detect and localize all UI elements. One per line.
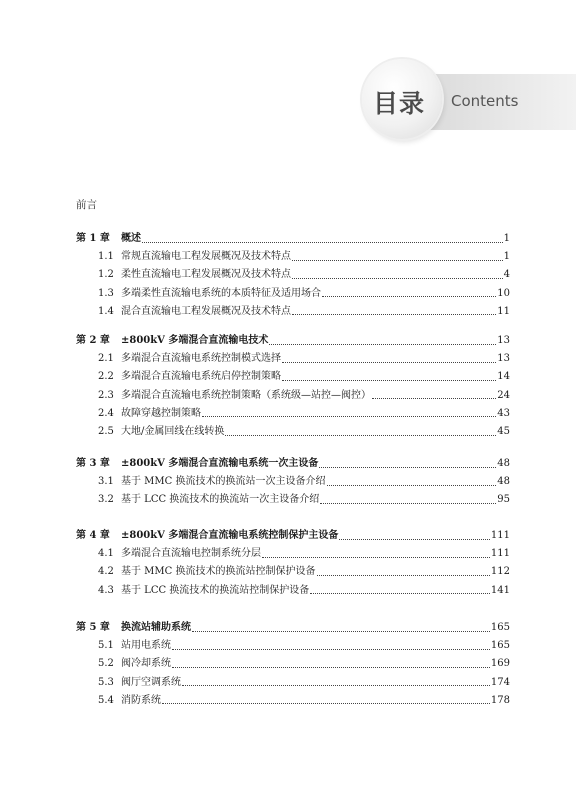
- toc-number: 2.1: [98, 353, 114, 365]
- toc-number: 第 5 章: [76, 622, 110, 633]
- toc-leader-dots: [262, 557, 490, 558]
- toc-page-number: 48: [497, 476, 510, 488]
- toc-leader-dots: [317, 575, 490, 576]
- toc-leader-dots: [322, 296, 496, 297]
- toc-title: 混合直流输电工程发展概况及技术特点: [121, 305, 291, 317]
- toc-number: 1.2: [98, 269, 114, 281]
- toc-title: 换流站辅助系统: [121, 622, 191, 633]
- toc-section-1-2[interactable]: [0, 266, 576, 284]
- toc-section-4-3[interactable]: [0, 582, 576, 600]
- toc-title: ±800kV 多端混合直流输电技术: [121, 335, 269, 346]
- toc-leader-dots: [142, 242, 503, 243]
- toc-chapter-2[interactable]: [0, 332, 576, 350]
- toc-page-number: 13: [497, 335, 510, 346]
- toc-page-number: 112: [490, 566, 510, 578]
- toc-title: 概述: [121, 233, 141, 244]
- toc-leader-dots: [327, 485, 497, 486]
- page-title-en: Contents: [451, 92, 519, 110]
- toc-section-2-2[interactable]: [0, 368, 576, 386]
- toc-number: 2.5: [98, 426, 114, 437]
- toc-number: 5.2: [98, 658, 114, 670]
- toc-number: 3.1: [98, 476, 114, 488]
- toc-entry: [121, 387, 510, 405]
- toc-page-number: 45: [497, 426, 510, 437]
- toc-leader-dots: [292, 314, 496, 315]
- toc-title: 基于 LCC 换流技术的换流站一次主设备介绍: [121, 494, 320, 506]
- toc-page-number: 4: [503, 269, 510, 281]
- toc-page-number: 48: [497, 458, 510, 469]
- toc-number: 4.2: [98, 566, 114, 578]
- toc-page-number: 111: [490, 548, 510, 560]
- toc-title: 基于 MMC 换流技术的换流站一次主设备介绍: [121, 476, 326, 488]
- toc-entry: [121, 527, 510, 545]
- toc-section-4-2[interactable]: [0, 563, 576, 581]
- toc-section-5-3[interactable]: [0, 674, 576, 692]
- toc-leader-dots: [292, 278, 503, 279]
- toc-page-number: 165: [490, 622, 510, 633]
- toc-number: 1.4: [98, 305, 114, 317]
- toc-title: ±800kV 多端混合直流输电系统控制保护主设备: [121, 530, 339, 541]
- toc-number: 第 2 章: [76, 335, 110, 346]
- toc-page-number: 174: [490, 676, 510, 688]
- toc-title: 基于 MMC 换流技术的换流站控制保护设备: [121, 566, 316, 578]
- toc-entry: [121, 423, 510, 441]
- toc-section-1-4[interactable]: [0, 303, 576, 321]
- toc-section-2-4[interactable]: [0, 405, 576, 423]
- toc-title: 大地/金属回线在线转换: [121, 426, 225, 437]
- toc-chapter-5[interactable]: [0, 619, 576, 637]
- toc-title: ±800kV 多端混合直流输电系统一次主设备: [121, 458, 319, 469]
- toc-entry: [121, 674, 510, 692]
- toc-entry: [121, 350, 510, 368]
- toc-page-number: 1: [503, 233, 510, 244]
- toc-number: 2.2: [98, 371, 114, 383]
- toc-chapter-3[interactable]: [0, 455, 576, 473]
- toc-leader-dots: [282, 362, 496, 363]
- toc-title: 故障穿越控制策略: [121, 407, 201, 419]
- toc-section-1-1[interactable]: [0, 248, 576, 266]
- toc-title: 阀厅空调系统: [121, 676, 181, 688]
- toc-number: 第 3 章: [76, 458, 110, 469]
- toc-number: 4.1: [98, 548, 114, 560]
- toc-entry: [121, 303, 510, 321]
- toc-preface[interactable]: 前言: [76, 199, 97, 211]
- toc-section-2-5[interactable]: [0, 423, 576, 441]
- toc-section-5-2[interactable]: [0, 655, 576, 673]
- toc-title: 站用电系统: [121, 640, 171, 652]
- toc-number: 第 1 章: [76, 233, 110, 244]
- toc-title: 多端柔性直流输电系统的本质特征及适用场合: [121, 287, 321, 299]
- toc-number: 5.1: [98, 640, 114, 652]
- toc-entry: [121, 491, 510, 509]
- toc-page-number: 169: [490, 658, 510, 670]
- toc-section-1-3[interactable]: [0, 285, 576, 303]
- toc-leader-dots: [192, 631, 490, 632]
- toc-leader-dots: [282, 380, 496, 381]
- toc-leader-dots: [269, 344, 496, 345]
- toc-page-number: 13: [497, 353, 510, 365]
- toc-entry: [121, 473, 510, 491]
- toc-number: 2.4: [98, 407, 114, 419]
- toc-leader-dots: [320, 503, 496, 504]
- toc-title: 消防系统: [121, 694, 161, 706]
- toc-title: 多端混合直流输电系统控制模式选择: [121, 353, 281, 365]
- toc-entry: [121, 405, 510, 423]
- toc-entry: [121, 285, 510, 303]
- toc-entry: [121, 619, 510, 637]
- toc-page-number: 95: [497, 494, 510, 506]
- toc-entry: [121, 545, 510, 563]
- toc-entry: [121, 563, 510, 581]
- toc-section-4-1[interactable]: [0, 545, 576, 563]
- toc-page-number: 141: [490, 584, 510, 596]
- toc-entry: [121, 455, 510, 473]
- toc-leader-dots: [319, 467, 496, 468]
- toc-page-number: 165: [490, 640, 510, 652]
- toc-leader-dots: [202, 416, 496, 417]
- toc-title: 常规直流输电工程发展概况及技术特点: [121, 251, 291, 263]
- toc-page-number: 10: [497, 287, 510, 299]
- toc-page-number: 111: [490, 530, 510, 541]
- toc-leader-dots: [310, 593, 490, 594]
- toc-leader-dots: [225, 435, 496, 436]
- toc-title: 多端混合直流输电系统启停控制策略: [121, 371, 281, 383]
- toc-section-3-1[interactable]: [0, 473, 576, 491]
- toc-entry: [121, 248, 510, 266]
- toc-leader-dots: [182, 685, 490, 686]
- toc-title: 阀冷却系统: [121, 658, 171, 670]
- toc-section-5-1[interactable]: [0, 637, 576, 655]
- toc-number: 2.3: [98, 389, 114, 401]
- toc-number: 第 4 章: [76, 530, 110, 541]
- toc-title: 基于 LCC 换流技术的换流站控制保护设备: [121, 584, 310, 596]
- toc-number: 4.3: [98, 584, 114, 596]
- toc-number: 5.4: [98, 694, 114, 706]
- toc-page-number: 11: [497, 305, 510, 317]
- toc-page-number: 1: [503, 251, 510, 263]
- toc-page-number: 24: [497, 389, 510, 401]
- toc-chapter-1[interactable]: [0, 230, 576, 248]
- toc-leader-dots: [292, 260, 503, 261]
- toc-number: 1.1: [98, 251, 114, 263]
- toc-entry: [121, 368, 510, 386]
- toc-leader-dots: [172, 649, 490, 650]
- toc-section-5-4[interactable]: [0, 692, 576, 710]
- toc-section-3-2[interactable]: [0, 491, 576, 509]
- toc-leader-dots: [162, 703, 490, 704]
- toc-title: 柔性直流输电工程发展概况及技术特点: [121, 269, 291, 281]
- toc-entry: [121, 655, 510, 673]
- toc-chapter-4[interactable]: [0, 527, 576, 545]
- toc-entry: [121, 637, 510, 655]
- toc-entry: [121, 692, 510, 710]
- toc-title: 多端混合直流输电控制系统分层: [121, 548, 261, 560]
- toc-title: 多端混合直流输电系统控制策略（系统级—站控—阀控）: [121, 389, 371, 401]
- toc-number: 1.3: [98, 287, 114, 299]
- toc-entry: [121, 582, 510, 600]
- toc-page-number: 43: [497, 407, 510, 419]
- toc-section-2-3[interactable]: [0, 387, 576, 405]
- toc-page-number: 178: [490, 694, 510, 706]
- toc-leader-dots: [372, 398, 496, 399]
- toc-number: 3.2: [98, 494, 114, 506]
- toc-leader-dots: [172, 667, 490, 668]
- toc-section-2-1[interactable]: [0, 350, 576, 368]
- toc-leader-dots: [339, 539, 489, 540]
- page-title-cn: 目录: [373, 89, 426, 118]
- toc-entry: [121, 266, 510, 284]
- toc-entry: [121, 230, 510, 248]
- toc-page-number: 14: [497, 371, 510, 383]
- toc-number: 5.3: [98, 676, 114, 688]
- toc-entry: [121, 332, 510, 350]
